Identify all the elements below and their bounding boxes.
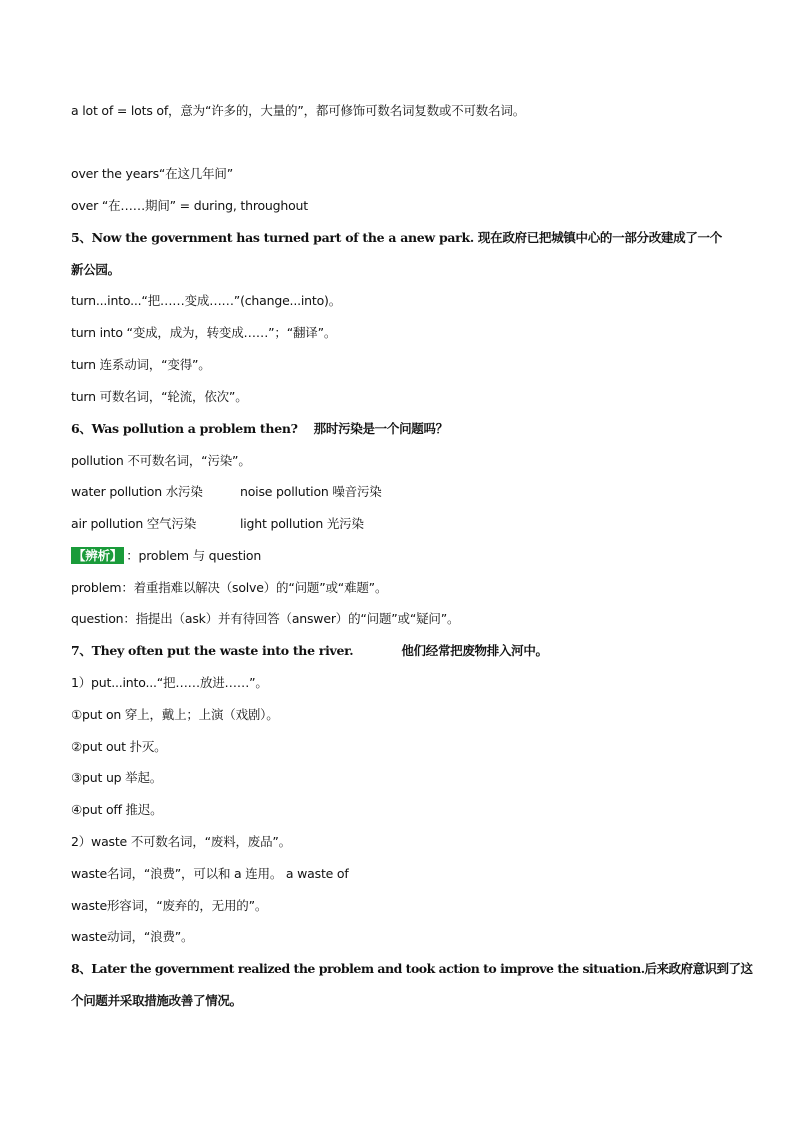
text-line: question：指提出（ask）并有待回答（answer）的“问题”或“疑问”。	[71, 611, 460, 626]
analysis-tag: 【辨析】	[73, 548, 123, 563]
text-line: a lot of = lots of，意为“许多的，大量的”，都可修饰可数名词复数或不可数名词。	[71, 103, 526, 118]
text-line: ②put out 扑灭。	[71, 739, 167, 754]
pollution-term: air pollution 空气污染	[71, 516, 197, 531]
text-line: 2）waste 不可数名词，“废料，废品”。	[71, 834, 291, 849]
text-line: ①put on 穿上，戴上；上演（戏剧）。	[71, 707, 279, 722]
sentence-6-chinese: 那时污染是一个问题吗？	[313, 421, 448, 436]
analysis-text: ：problem 与 question	[126, 548, 262, 563]
text-line: turn...into...“把……变成……”(change...into)。	[71, 293, 342, 308]
sentence-7-english: 7、They often put the waste into the river.	[71, 643, 354, 658]
pollution-row-1	[71, 483, 734, 501]
sentence-7-chinese: 他们经常把废物排入河中。	[401, 643, 548, 658]
text-line: turn 连系动词，“变得”。	[71, 357, 211, 372]
analysis-line	[71, 547, 734, 565]
pollution-term: noise pollution 噪音污染	[240, 484, 382, 499]
sentence-6	[71, 420, 734, 438]
pollution-row-2	[71, 515, 734, 533]
text-line: 1）put...into...“把……放进……”。	[71, 675, 268, 690]
text-line: over the years“在这几年间”	[71, 166, 233, 181]
sentence-5: 5、Now the government has turned part of the a anew park. 现在政府已把城镇中心的一部分改建成了一个	[71, 230, 722, 245]
sentence-8: 8、Later the government realized the problem and took action to improve the situation.后来政府意识到了这	[71, 961, 753, 976]
pollution-term: water pollution 水污染	[71, 484, 203, 499]
text-line: waste形容词，“废弃的，无用的”。	[71, 898, 268, 913]
text-line: turn into “变成，成为，转变成……”；“翻译”。	[71, 325, 337, 340]
sentence-6-english: 6、Was pollution a problem then?	[71, 421, 298, 436]
text-line: ③put up 举起。	[71, 770, 163, 785]
text-line: over “在……期间” = during, throughout	[71, 198, 308, 213]
sentence-5-continued: 新公园。	[71, 262, 120, 277]
text-line: ④put off 推迟。	[71, 802, 163, 817]
text-line: problem：着重指难以解决（solve）的“问题”或“难题”。	[71, 580, 388, 595]
text-line: turn 可数名词，“轮流，依次”。	[71, 389, 248, 404]
sentence-8-continued: 个问题并采取措施改善了情况。	[71, 993, 242, 1008]
text-line: waste名词，“浪费”，可以和 a 连用。 a waste of	[71, 866, 349, 881]
text-line: pollution 不可数名词，“污染”。	[71, 453, 251, 468]
text-line: waste动词，“浪费”。	[71, 929, 194, 944]
pollution-term: light pollution 光污染	[240, 516, 364, 531]
sentence-7	[71, 642, 734, 660]
